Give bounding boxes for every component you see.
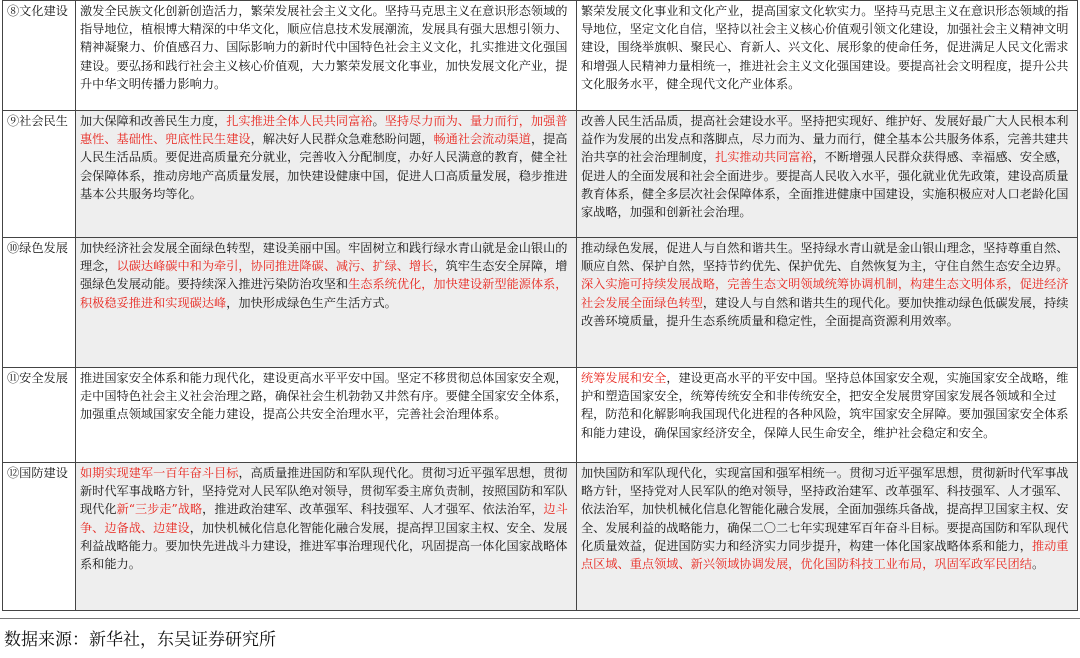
row-label: ⑪安全发展 — [3, 368, 76, 463]
comparison-table — [2, 0, 1078, 611]
right-cell — [577, 463, 1078, 611]
body-text: ，建设更高水平的平安中国。坚持总体国家安全观，实施国家安全战略，维护和塑造国家安全，统筹传统安全和非传统安全，把安全发展贯穿国家发展各领域和全过程，防范和化解影响我国现代化进程的各种风险，筑牢国家安全屏障。要加强国家安全体系和能力建设，确保国家经济安全，保障人民生命安全，维护社会稳定和安全。 — [581, 371, 1069, 440]
table-row — [3, 1, 1078, 111]
table-row — [3, 238, 1078, 368]
highlight-text: 坚持尽力而为、量力而行，加强普惠性、基础性、兜底性民生建设 — [80, 114, 568, 147]
body-text: ，高质量推进国防和军队现代化。贯彻习近平强军思想，贯彻新时代军事战略方针，坚持党对人民军队绝对领导，贯彻军委主席负责制，按照国防和军队现代化 — [80, 466, 568, 517]
highlight-text: 扎实推动共同富裕 — [715, 150, 813, 165]
row-label: ⑧文化建设 — [3, 1, 76, 111]
left-cell — [76, 463, 577, 611]
row-label: ⑨社会民生 — [3, 111, 76, 238]
highlight-text: 以碳达峰碳中和为牵引，协同推进降碳、减污、扩绿、增长 — [116, 259, 434, 274]
highlight-text: 畅通社会流动渠道 — [433, 132, 531, 147]
body-text: 加快经济社会发展全面绿色转型，建设美丽中国。牢固树立和践行绿水青山就是金山银山的理念， — [80, 241, 568, 274]
right-cell — [577, 368, 1078, 463]
body-text: 繁荣发展文化事业和文化产业，提高国家文化软实力。坚持马克思主义在意识形态领域的指导地位，坚定文化自信，坚持以社会主义核心价值观引领文化建设，加强社会主义精神文明建设，围绕举旗帜、聚民心、育新人、兴文化、展形象的使命任务，促进满足人民文化需求和增强人民精神力量相统一，推进社会主义文化强国建设。要提高社会文明程度，提升公共文化服务水平，健全现代文化产业体系。 — [581, 4, 1069, 91]
highlight-text: 生态系统优化，加快建设新型能源体系，积极稳妥推进和实现碳达峰 — [80, 277, 568, 310]
right-cell — [577, 238, 1078, 368]
table-row — [3, 463, 1078, 611]
table-row — [3, 368, 1078, 463]
body-text: 加快国防和军队现代化，实现富国和强军相统一。贯彻习近平强军思想，贯彻新时代军事战略方针，坚持党对人民军队的绝对领导，坚持政治建军、改革强军、科技强军、人才强军、依法治军，加快机械化信息化智能化融合发展，全面加强练兵备战，提高捍卫国家主权、安全、发展利益的战略能力，确保二〇二七年实现建军百年奋斗目标。要提高国防和军队现代化质量效益，促进国防实力和经济实力同步提升，构建一体化国家战略体系和能力， — [581, 466, 1069, 553]
right-cell — [577, 111, 1078, 238]
highlight-text: 新“三步走”战略 — [116, 502, 203, 517]
body-text: 推进国家安全体系和能力现代化，建设更高水平平安中国。坚定不移贯彻总体国家安全观，走中国特色社会主义社会治理之路，确保社会生机勃勃又井然有序。要健全国家安全体系，加强重点领域国家安全能力建设，提高公共安全治理水平，完善社会治理体系。 — [80, 371, 568, 422]
highlight-text: 边斗争、边备战、边建设 — [80, 502, 568, 535]
body-text: 改善人民生活品质，提高社会建设水平。坚持把实现好、维护好、发展好最广大人民根本利益作为发展的出发点和落脚点，尽力而为、量力而行，健全基本公共服务体系，完善共建共治共享的社会治理制度， — [581, 114, 1069, 165]
left-cell — [76, 238, 577, 368]
highlight-text: 扎实推进全体人民共同富裕 — [226, 114, 373, 128]
highlight-text: 深入实施可持续发展战略，完善生态文明领域统筹协调机制，构建生态文明体系，促进经济社会发展全面绿色转型 — [581, 277, 1069, 310]
left-cell — [76, 368, 577, 463]
row-label: ⑫国防建设 — [3, 463, 76, 611]
highlight-text: 统筹发展和安全 — [581, 371, 667, 385]
left-cell — [76, 111, 577, 238]
table-body — [3, 1, 1078, 611]
body-text: 推动绿色发展，促进人与自然和谐共生。坚持绿水青山就是金山银山理念，坚持尊重自然、顺应自然、保护自然，坚持节约优先、保护优先、自然恢复为主，守住自然生态安全边界。 — [581, 241, 1069, 274]
source-note: 数据来源：新华社，东吴证券研究所 — [4, 630, 276, 650]
row-label: ⑩绿色发展 — [3, 238, 76, 368]
body-text: 加大保障和改善民生力度， — [80, 114, 227, 128]
right-cell — [577, 1, 1078, 111]
body-text: 激发全民族文化创新创造活力，繁荣发展社会主义文化。坚持马克思主义在意识形态领域的指导地位，植根博大精深的中华文化，顺应信息技术发展潮流，发展具有强大思想引领力、精神凝聚力、价值感召力、国际影响力的新时代中国特色社会主义文化，扎实推进文化强国建设。要弘扬和践行社会主义核心价值观，大力繁荣发展文化事业，加快发展文化产业，提升中华文明传播力影响力。 — [80, 4, 568, 91]
body-text: ，建设人与自然和谐共生的现代化。要加快推动绿色低碳发展，持续改善环境质量，提升生态系统质量和稳定性，全面提高资源利用效率。 — [581, 295, 1069, 328]
body-text: ，加快机械化信息化智能化融合发展，提高捍卫国家主权、安全、发展利益战略能力。要加快先进战斗力建设，推进军事治理现代化，巩固提高一体化国家战略体系和能力。 — [80, 520, 568, 572]
body-text: ，推进政治建军、改革强军、科技强军、人才强军、依法治军， — [202, 502, 544, 517]
highlight-text: 推动重点区域、重点领域、新兴领域协调发展，优化国防科技工业布局，巩固军政军民团结 — [581, 538, 1069, 572]
body-text: 。 — [372, 114, 385, 128]
highlight-text: 如期实现建军一百年奋斗目标 — [80, 466, 239, 480]
body-text: 。 — [1031, 557, 1045, 572]
left-cell — [76, 1, 577, 111]
body-text: ，加快形成绿色生产生活方式。 — [226, 295, 397, 310]
body-text: ，不断增强人民群众获得感、幸福感、安全感，促进人的全面发展和社会全面进步。要提高人民收入水平，强化就业优先政策，建设高质量教育体系，健全多层次社会保障体系，全面推进健康中国建设，实施积极应对人口老龄化国家战略，加强和创新社会治理。 — [581, 150, 1069, 220]
body-text: ，筑牢生态安全屏障，增强绿色发展动能。要持续深入推进污染防治攻坚和 — [80, 259, 568, 292]
footer-divider — [0, 618, 1080, 619]
body-text: ，提高人民生活品质。要促进高质量充分就业，完善收入分配制度，办好人民满意的教育，健全社会保障体系，推动房地产高质量发展，加快建设健康中国，促进人口高质量发展，稳步推进基本公共服务均等化。 — [80, 132, 568, 201]
body-text: ，解决好人民群众急难愁盼问题， — [250, 132, 434, 147]
table-row — [3, 111, 1078, 238]
